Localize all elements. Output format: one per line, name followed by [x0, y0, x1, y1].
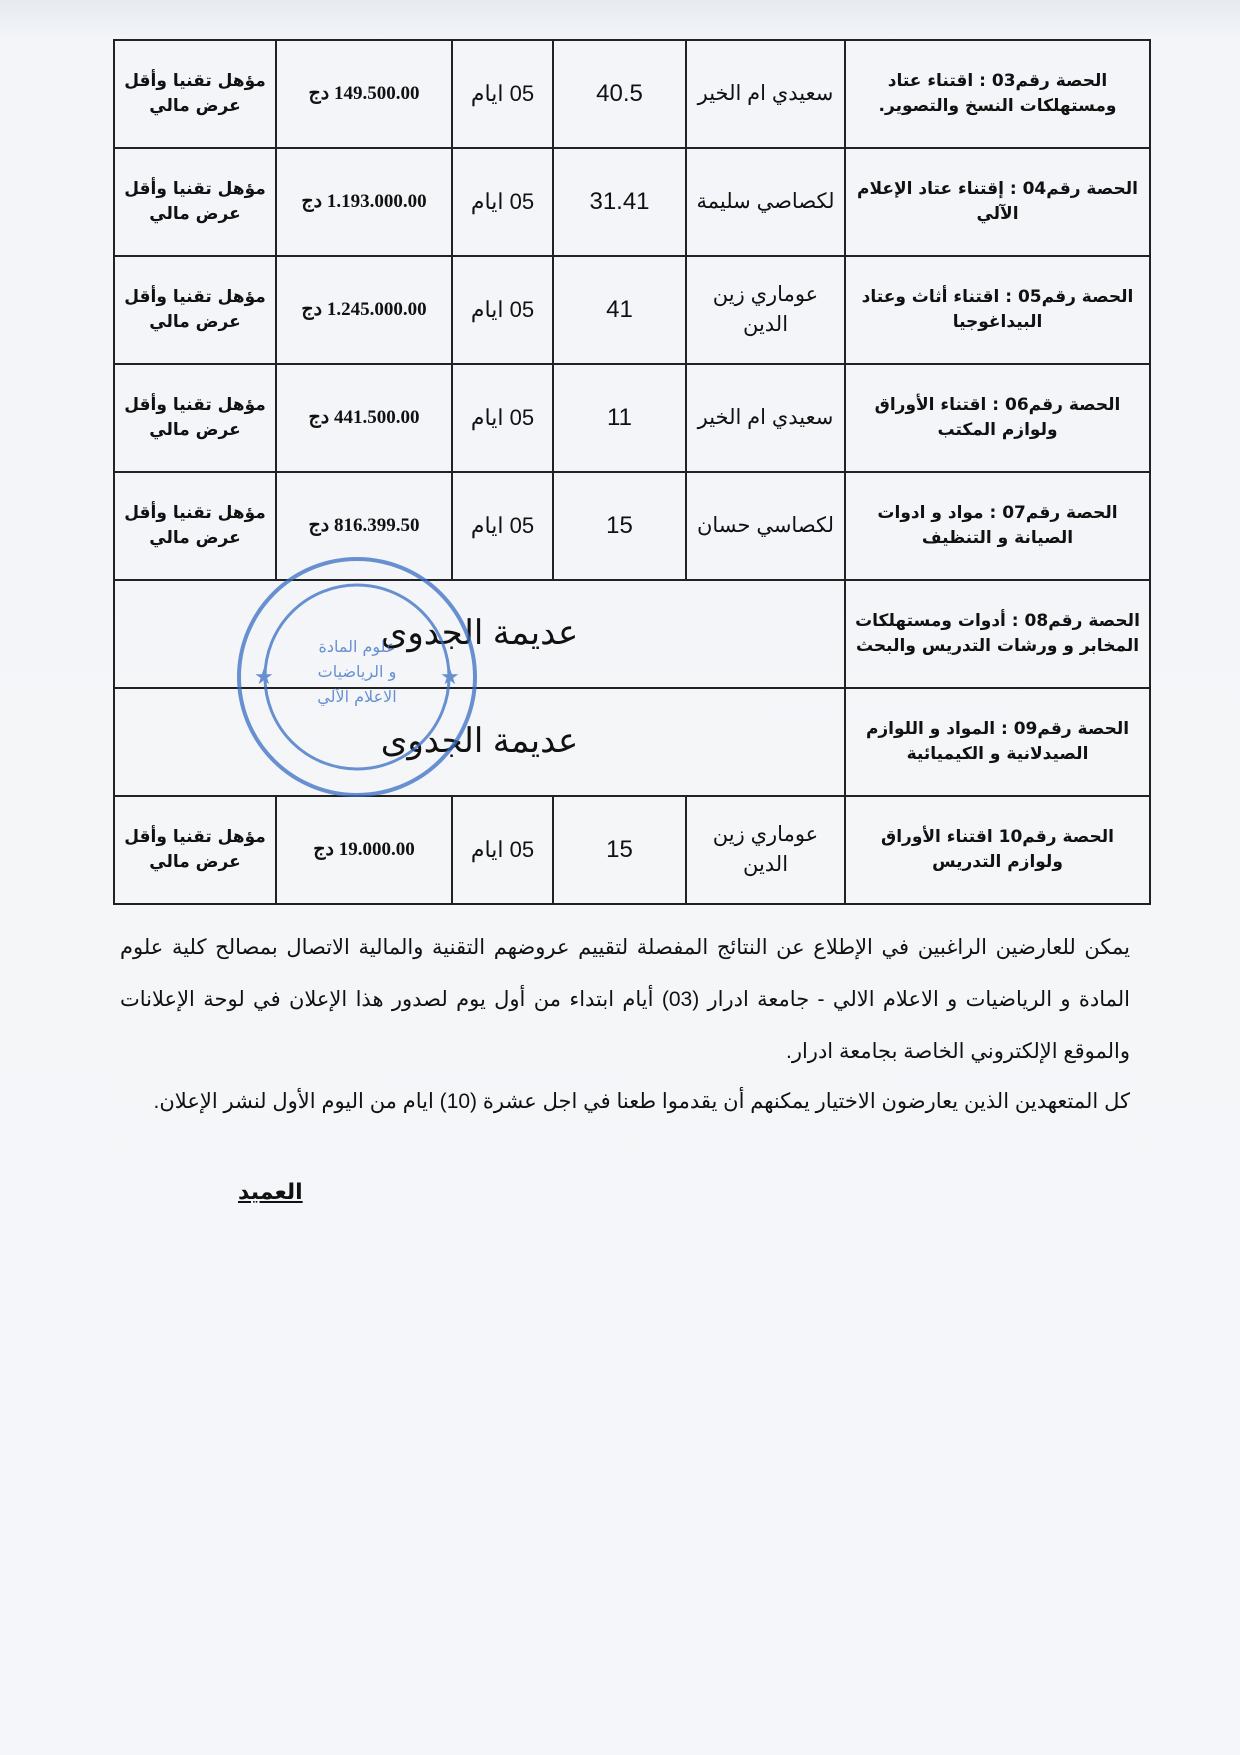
- bidder-cell: سعيدي ام الخير: [686, 364, 845, 472]
- table-row: [114, 580, 1150, 688]
- svg-text:و الرياضيات: و الرياضيات: [317, 662, 397, 681]
- note-cell: مؤهل تقنيا وأقل عرض مالي: [114, 40, 276, 148]
- score-cell: 11: [553, 364, 686, 472]
- duration-cell: 05 ايام: [452, 364, 553, 472]
- table-row: [114, 256, 1150, 364]
- bidder-cell: عوماري زين الدين: [686, 256, 845, 364]
- note-cell: مؤهل تقنيا وأقل عرض مالي: [114, 472, 276, 580]
- amount-cell: 19.000.00 دج: [276, 796, 452, 904]
- table-row: [114, 364, 1150, 472]
- signature-dean: العميد: [238, 1180, 303, 1205]
- note-cell: مؤهل تقنيا وأقل عرض مالي: [114, 796, 276, 904]
- score-cell: 41: [553, 256, 686, 364]
- score-cell: 31.41: [553, 148, 686, 256]
- duration-cell: 05 ايام: [452, 256, 553, 364]
- bidder-cell: لكصاسي حسان: [686, 472, 845, 580]
- duration-cell: 05 ايام: [452, 148, 553, 256]
- score-cell: 15: [553, 472, 686, 580]
- lot-cell: الحصة رقم06 : اقتناء الأوراق ولوازم المكتب: [845, 364, 1150, 472]
- note-cell: مؤهل تقنيا وأقل عرض مالي: [114, 364, 276, 472]
- bidder-cell: لكصاصي سليمة: [686, 148, 845, 256]
- amount-cell: 816.399.50 دج: [276, 472, 452, 580]
- note-cell: مؤهل تقنيا وأقل عرض مالي: [114, 256, 276, 364]
- score-cell: 40.5: [553, 40, 686, 148]
- bidder-cell: سعيدي ام الخير: [686, 40, 845, 148]
- amount-cell: 441.500.00 دج: [276, 364, 452, 472]
- results-table: [113, 39, 1151, 905]
- lot-cell: الحصة رقم03 : اقتناء عتاد ومستهلكات النسخ والتصوير.: [845, 40, 1150, 148]
- bidder-cell: عوماري زين الدين: [686, 796, 845, 904]
- duration-cell: 05 ايام: [452, 40, 553, 148]
- duration-cell: 05 ايام: [452, 796, 553, 904]
- table-row: [114, 148, 1150, 256]
- amount-cell: 149.500.00 دج: [276, 40, 452, 148]
- note-cell: مؤهل تقنيا وأقل عرض مالي: [114, 148, 276, 256]
- lot-cell: الحصة رقم07 : مواد و ادوات الصيانة و التنظيف: [845, 472, 1150, 580]
- paragraph-appeal-info: كل المتعهدين الذين يعارضون الاختيار يمكنهم أن يقدموا طعنا في اجل عشرة (10) ايام من اليوم الأول لنشر الإعلان.: [153, 1090, 1130, 1113]
- table-row: [114, 796, 1150, 904]
- lot-cell: الحصة رقم09 : المواد و اللوازم الصيدلانية و الكيميائية: [845, 688, 1150, 796]
- lot-cell: الحصة رقم08 : أدوات ومستهلكات المخابر و ورشات التدريس والبحث: [845, 580, 1150, 688]
- svg-text:الاعلام الآلي: الاعلام الآلي: [317, 687, 397, 706]
- svg-text:★: ★: [440, 665, 460, 690]
- unsuccessful-cell: عديمة الجدوى: [114, 688, 845, 796]
- unsuccessful-cell: عديمة الجدوى: [114, 580, 845, 688]
- lot-cell: الحصة رقم05 : اقتناء أثاث وعتاد البيداغوجيا: [845, 256, 1150, 364]
- table-row: [114, 688, 1150, 796]
- lot-cell: الحصة رقم04 : إقتناء عتاد الإعلام الآلي: [845, 148, 1150, 256]
- paragraph-results-info: يمكن للعارضين الراغبين في الإطلاع عن النتائج المفصلة لتقييم عروضهم التقنية والمالية الاتصال بمصالح كلية علوم المادة و الرياضيات و الاعلام الالي - جامعة ادرار (03) أيام ابتداء من أول يوم لصدور هذا الإعلان في لوحة الإعلانات والموقع الإلكتروني الخاصة بجامعة ادرار.: [120, 936, 1130, 1063]
- amount-cell: 1.245.000.00 دج: [276, 256, 452, 364]
- lot-cell: الحصة رقم10 اقتناء الأوراق ولوازم التدريس: [845, 796, 1150, 904]
- table-row: [114, 40, 1150, 148]
- svg-text:★: ★: [254, 665, 274, 690]
- duration-cell: 05 ايام: [452, 472, 553, 580]
- score-cell: 15: [553, 796, 686, 904]
- svg-text:علوم المادة: علوم المادة: [318, 637, 396, 656]
- table-row: [114, 472, 1150, 580]
- amount-cell: 1.193.000.00 دج: [276, 148, 452, 256]
